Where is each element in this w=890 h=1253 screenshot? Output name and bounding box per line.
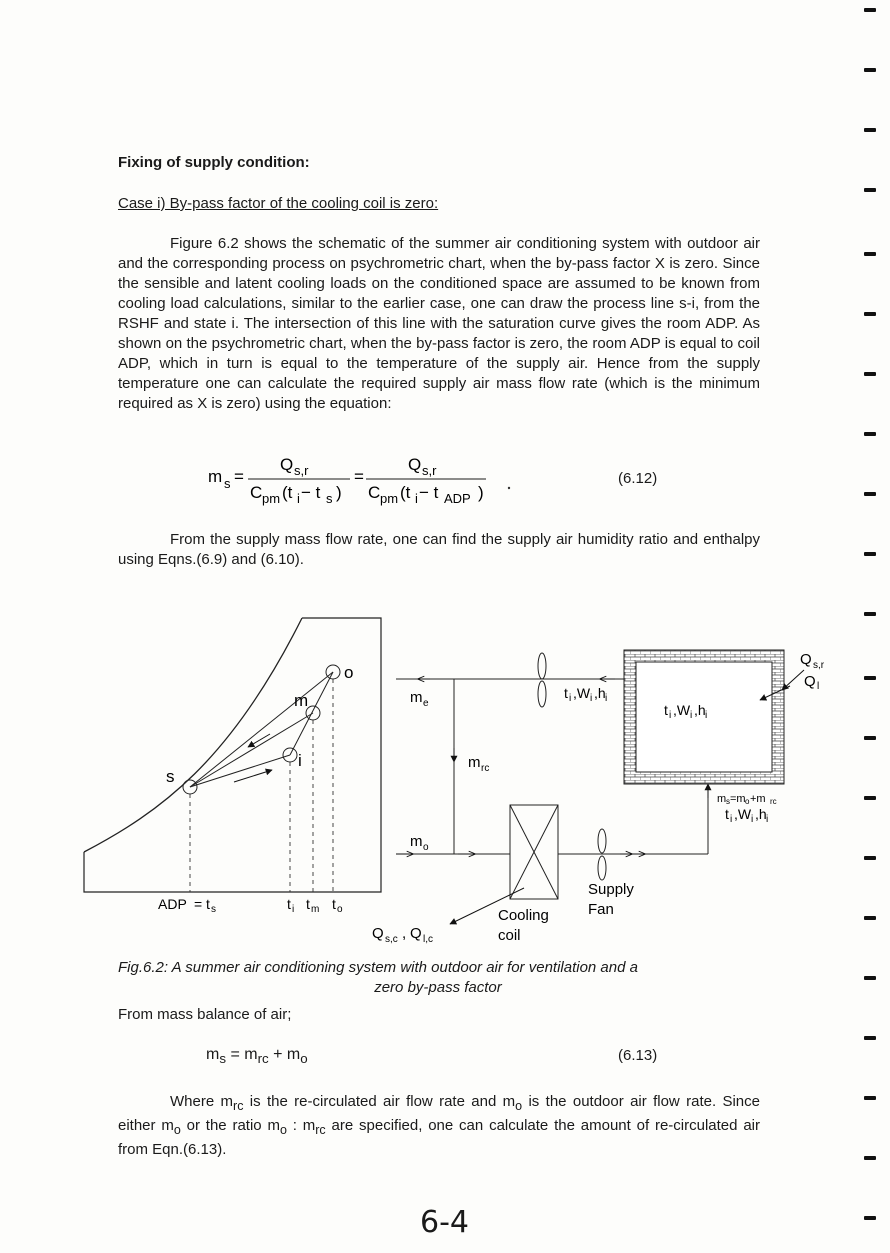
eq13-plus: + m <box>268 1046 301 1063</box>
label-supply-state-h: ,h <box>755 806 767 822</box>
margin-mark <box>864 552 876 556</box>
p4-d: or the ratio m <box>180 1117 280 1134</box>
margin-mark <box>864 856 876 860</box>
eq-den-1-s: s <box>326 491 333 506</box>
label-qsr: Q <box>800 651 812 668</box>
margin-mark <box>864 1096 876 1100</box>
label-room-state-t: t <box>664 702 668 718</box>
label-room-state-w: ,W <box>673 702 691 718</box>
label-supply-state-t: t <box>725 806 729 822</box>
page-number: 6-4 <box>420 1205 469 1240</box>
section-heading: Fixing of supply condition: <box>118 154 310 171</box>
p4-o2: o <box>173 1123 181 1137</box>
label-s: s <box>166 767 175 786</box>
label-qsc-comma: , <box>402 925 407 942</box>
eq-den-2-adp: ADP <box>444 491 471 506</box>
line-s-i <box>190 755 290 787</box>
eq-den-1-i: i <box>297 491 300 506</box>
eq-den-2-i: i <box>415 491 418 506</box>
margin-mark <box>864 372 876 376</box>
label-ti-sub: i <box>292 904 295 915</box>
p4-o3: o <box>279 1123 287 1137</box>
p4-rc2: rc <box>315 1123 326 1137</box>
return-fan-blade-bottom <box>538 681 546 707</box>
margin-mark <box>864 612 876 616</box>
eq-equals-2: = <box>354 467 364 486</box>
label-o: o <box>344 663 354 682</box>
system-schematic <box>372 650 825 945</box>
margin-mark <box>864 976 876 980</box>
label-return-state-h: ,h <box>594 685 606 701</box>
label-qlc-sub: l,c <box>423 934 433 945</box>
arrow-s-to-i <box>234 770 272 782</box>
caption-line-2: zero by-pass factor <box>374 979 502 996</box>
label-cooling: Cooling <box>498 907 549 924</box>
paragraph-4 <box>118 1092 760 1160</box>
eq-den-1-ti: (t <box>282 483 293 502</box>
label-qlc: Q <box>410 925 422 942</box>
label-supply-state-hi: i <box>766 814 769 825</box>
eq-lhs-sub: s <box>224 476 231 491</box>
margin-mark <box>864 916 876 920</box>
label-supply-state-ti: i <box>730 814 733 825</box>
label-qsc: Q <box>372 925 384 942</box>
label-room-state-ti: i <box>669 710 672 721</box>
margin-mark <box>864 1216 876 1220</box>
eq-num-2: Q <box>408 455 422 474</box>
margin-mark <box>864 252 876 256</box>
eq13-o-sub: o <box>300 1051 308 1067</box>
label-mo: m <box>410 833 423 850</box>
margin-mark <box>864 1036 876 1040</box>
eq13-rc-sub: rc <box>257 1051 269 1067</box>
label-fan: Fan <box>588 901 614 918</box>
eq13-lhs: m <box>206 1046 220 1063</box>
margin-mark <box>864 432 876 436</box>
p4-a: Where m <box>170 1093 234 1110</box>
label-qlr-sub: l <box>817 681 820 692</box>
eq-den-2-pm: pm <box>380 491 399 506</box>
label-return-state-t: t <box>564 685 568 701</box>
label-supply-state-wi: i <box>751 814 754 825</box>
supply-fan-blade-bottom <box>598 856 606 880</box>
label-return-state-i: i <box>569 693 572 704</box>
paragraph-2: From the supply mass flow rate, one can find the supply air humidity ratio and enthalpy using Eqns.(6.9) and (6.10). <box>118 531 760 568</box>
label-qsc-sub: s,c <box>385 934 398 945</box>
margin-mark <box>864 188 876 192</box>
label-tm: t <box>306 896 310 912</box>
label-room-state-h: ,h <box>694 702 706 718</box>
label-to: t <box>332 896 336 912</box>
margin-mark <box>864 1156 876 1160</box>
eq-dot <box>508 487 510 489</box>
p4-o: o <box>515 1099 523 1113</box>
label-me-sub: e <box>423 698 429 709</box>
label-supply: Supply <box>588 881 634 898</box>
label-room-state-wi: i <box>690 710 693 721</box>
label-coil: coil <box>498 927 521 944</box>
margin-mark <box>864 128 876 132</box>
return-fan-blade-top <box>538 653 546 679</box>
eq13-lhs-sub: s <box>219 1051 226 1067</box>
label-ms-eq-plus: +m <box>750 793 766 805</box>
sensible-load-arrow <box>782 670 804 690</box>
label-to-sub: o <box>337 904 343 915</box>
eq-den-1-c: C <box>250 483 263 502</box>
eq-den-1-pm: pm <box>262 491 281 506</box>
label-ti: t <box>287 896 291 912</box>
label-mo-sub: o <box>423 842 429 853</box>
label-supply-state-w: ,W <box>734 806 752 822</box>
margin-mark <box>864 492 876 496</box>
label-qsr-sub: s,r <box>813 660 825 671</box>
label-ts: t <box>206 896 210 912</box>
eq-num-1-sub: s,r <box>294 463 309 478</box>
margin-mark <box>864 312 876 316</box>
chart-frame <box>84 618 381 892</box>
equation-6-13 <box>206 1046 308 1066</box>
label-adp-eq: = <box>194 896 203 912</box>
eq-num-1: Q <box>280 455 294 474</box>
eq-num-2-sub: s,r <box>422 463 437 478</box>
eq-den-1-close: ) <box>336 483 342 502</box>
label-i: i <box>298 751 302 770</box>
label-ts-sub: s <box>211 904 216 915</box>
label-ms-eq-o: o <box>745 797 750 806</box>
label-ms-eq-m: m <box>717 793 727 805</box>
label-tm-sub: m <box>311 904 320 915</box>
supply-fan-blade-top <box>598 829 606 853</box>
p4-c: is the outdoor air flow rate. Since either m <box>118 1093 760 1134</box>
label-m: m <box>294 691 309 710</box>
label-ms-eq-s: s <box>726 797 730 806</box>
label-return-state-wi: i <box>590 693 593 704</box>
margin-mark <box>864 676 876 680</box>
figure-caption <box>118 958 758 998</box>
p4-rc: rc <box>233 1099 244 1113</box>
label-return-state-hi: i <box>605 693 608 704</box>
psychrometric-chart <box>84 618 381 915</box>
eq-equals-1: = <box>234 467 244 486</box>
label-mrc: m <box>468 754 481 771</box>
p4-f: are specified, one can calculate the amount of re-circulated air from Eqn.(6.13). <box>118 1117 760 1158</box>
line-i-o <box>290 672 333 755</box>
p4-e: : m <box>286 1117 316 1134</box>
eq13-equals: = m <box>226 1046 258 1063</box>
label-qlr: Q <box>804 673 816 690</box>
paragraph-3: From mass balance of air; <box>118 1006 292 1023</box>
eq-den-1-minus: − t <box>301 483 321 502</box>
eq-den-2-minus: − t <box>419 483 439 502</box>
saturation-curve <box>84 618 302 852</box>
margin-mark <box>864 68 876 72</box>
label-mrc-sub: rc <box>481 763 490 774</box>
p4-b: is the re-circulated air flow rate and m <box>243 1093 516 1110</box>
caption-line-1: Fig.6.2: A summer air conditioning system with outdoor air for ventilation and a <box>118 959 638 976</box>
label-me: m <box>410 689 423 706</box>
label-ms-eq-mid: =m <box>730 793 746 805</box>
equation-number-6-13: (6.13) <box>618 1047 658 1064</box>
eq-den-2-c: C <box>368 483 381 502</box>
label-room-state-hi: i <box>705 710 708 721</box>
label-adp: ADP <box>158 896 187 912</box>
margin-mark <box>864 736 876 740</box>
eq-lhs: m <box>208 467 223 486</box>
eq-den-2-ti: (t <box>400 483 411 502</box>
figure-6-2 <box>80 612 850 952</box>
margin-mark <box>864 796 876 800</box>
eq-den-2-close: ) <box>478 483 484 502</box>
label-return-state-w: ,W <box>573 685 591 701</box>
paragraph-1: Figure 6.2 shows the schematic of the summer air conditioning system with outdoor air and the corresponding process on psychrometric chart, when the by-pass factor X is zero. Since the sensible and latent cooling loads on the conditioned space are assumed to be known from cooling load calculations, similar to the earlier case, one can draw the process line s-i, from the RSHF and state i. The intersection of this line with the saturation curve gives the room ADP. As shown on the psychrometric chart, when the by-pass factor is zero, the room ADP is equal to coil ADP, which in turn is equal to the temperature of the supply air. Hence from the supply temperature one can calculate the required supply air mass flow rate (which is the minimum required as X is zero) using the equation: <box>118 235 760 412</box>
equation-number-6-12: (6.12) <box>618 470 658 487</box>
case-title: Case i) By-pass factor of the cooling coil is zero: <box>118 195 439 212</box>
margin-mark <box>864 8 876 12</box>
label-ms-eq-rc: rc <box>770 797 777 806</box>
